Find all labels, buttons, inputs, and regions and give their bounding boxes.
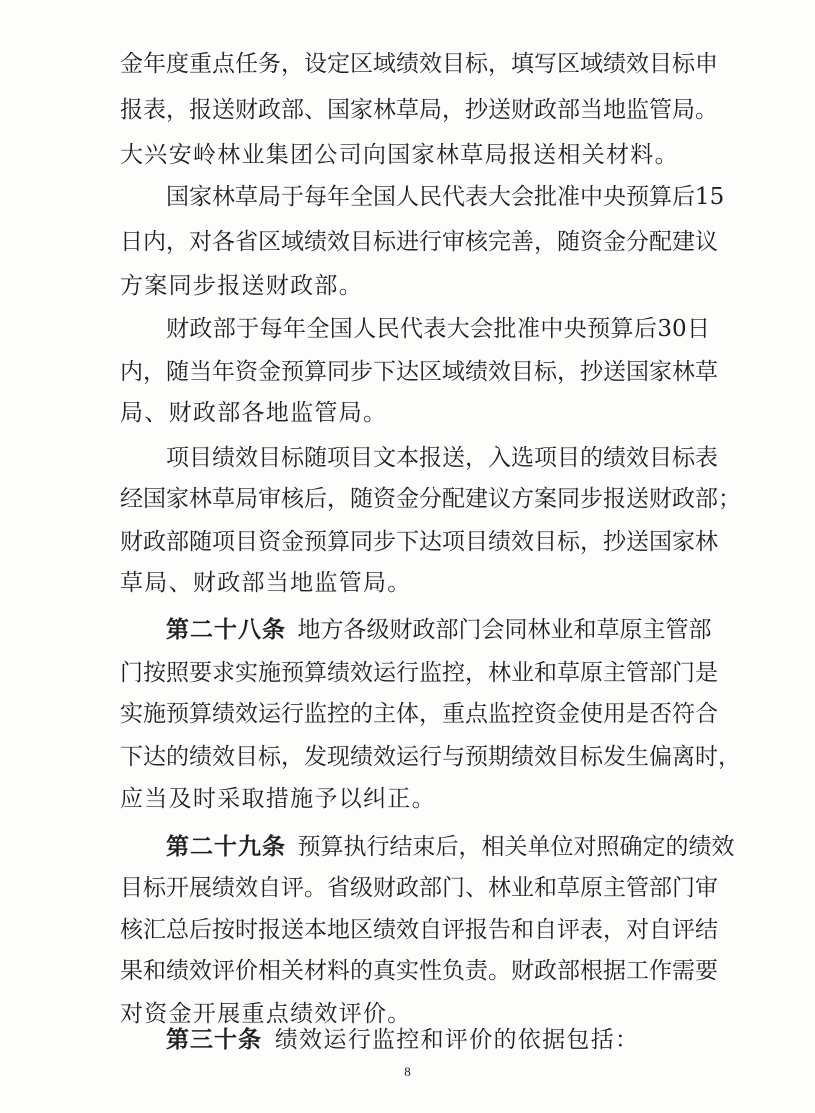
text-line: 对资金开展重点绩效评价。 [120,1001,412,1027]
text-line: 报表，报送财政部、国家林草局，抄送财政部当地监管局。 [120,97,718,123]
page-number: 8 [404,1064,411,1079]
article-heading: 第三十条 [166,1027,262,1053]
text-line: 项目绩效目标随项目文本报送，入选项目的绩效目标表 [166,445,718,471]
article-line [166,610,710,650]
text-span: 绩效运行监控和评价的依据包括： [262,1027,640,1053]
text-line: 实施预算绩效运行监控的主体，重点监控资金使用是否符合 [120,701,718,727]
text-span: 地方各级财政部门会同林业和草原主管部 [297,617,712,643]
text-line: 局、财政部各地监管局。 [120,400,388,426]
text-line: 应当及时采取措施予以纠正。 [120,786,436,812]
text-line: 核汇总后按时报送本地区绩效自评报告和自评表，对自评结 [120,917,718,943]
text-line: 目标开展绩效自评。省级财政部门、林业和草原主管部门审 [120,875,718,901]
text-line: 草局、财政部当地监管局。 [120,570,412,596]
text-line: 果和绩效评价相关材料的真实性负责。财政部根据工作需要 [120,958,718,984]
text-span: 预算执行结束后，相关单位对照确定的绩效 [297,834,735,860]
article-line [166,1020,710,1060]
article-heading: 第二十九条 [166,834,286,860]
text-line: 方案同步报送财政部。 [120,273,363,299]
text-line: 金年度重点任务，设定区域绩效目标，填写区域绩效目标申 [120,51,718,77]
text-line: 国家林草局于每年全国人民代表大会批准中央预算后15 [166,184,725,210]
text-line: 下达的绩效目标，发现绩效运行与预期绩效目标发生偏离时， [120,744,741,770]
text-line: 经国家林草局审核后，随资金分配建议方案同步报送财政部； [120,486,741,512]
article-heading: 第二十八条 [166,617,286,643]
text-line: 财政部于每年全国人民代表大会批准中央预算后30日 [166,316,710,342]
text-line: 门按照要求实施预算绩效运行监控，林业和草原主管部门是 [120,660,718,686]
article-line [166,827,735,867]
text-line: 日内，对各省区域绩效目标进行审核完善，随资金分配建议 [120,229,718,255]
text-line: 大兴安岭林业集团公司向国家林草局报送相关材料。 [120,142,679,168]
text-line: 财政部随项目资金预算同步下达项目绩效目标，抄送国家林 [120,529,718,555]
text-line: 内，随当年资金预算同步下达区域绩效目标，抄送国家林草 [120,359,718,385]
